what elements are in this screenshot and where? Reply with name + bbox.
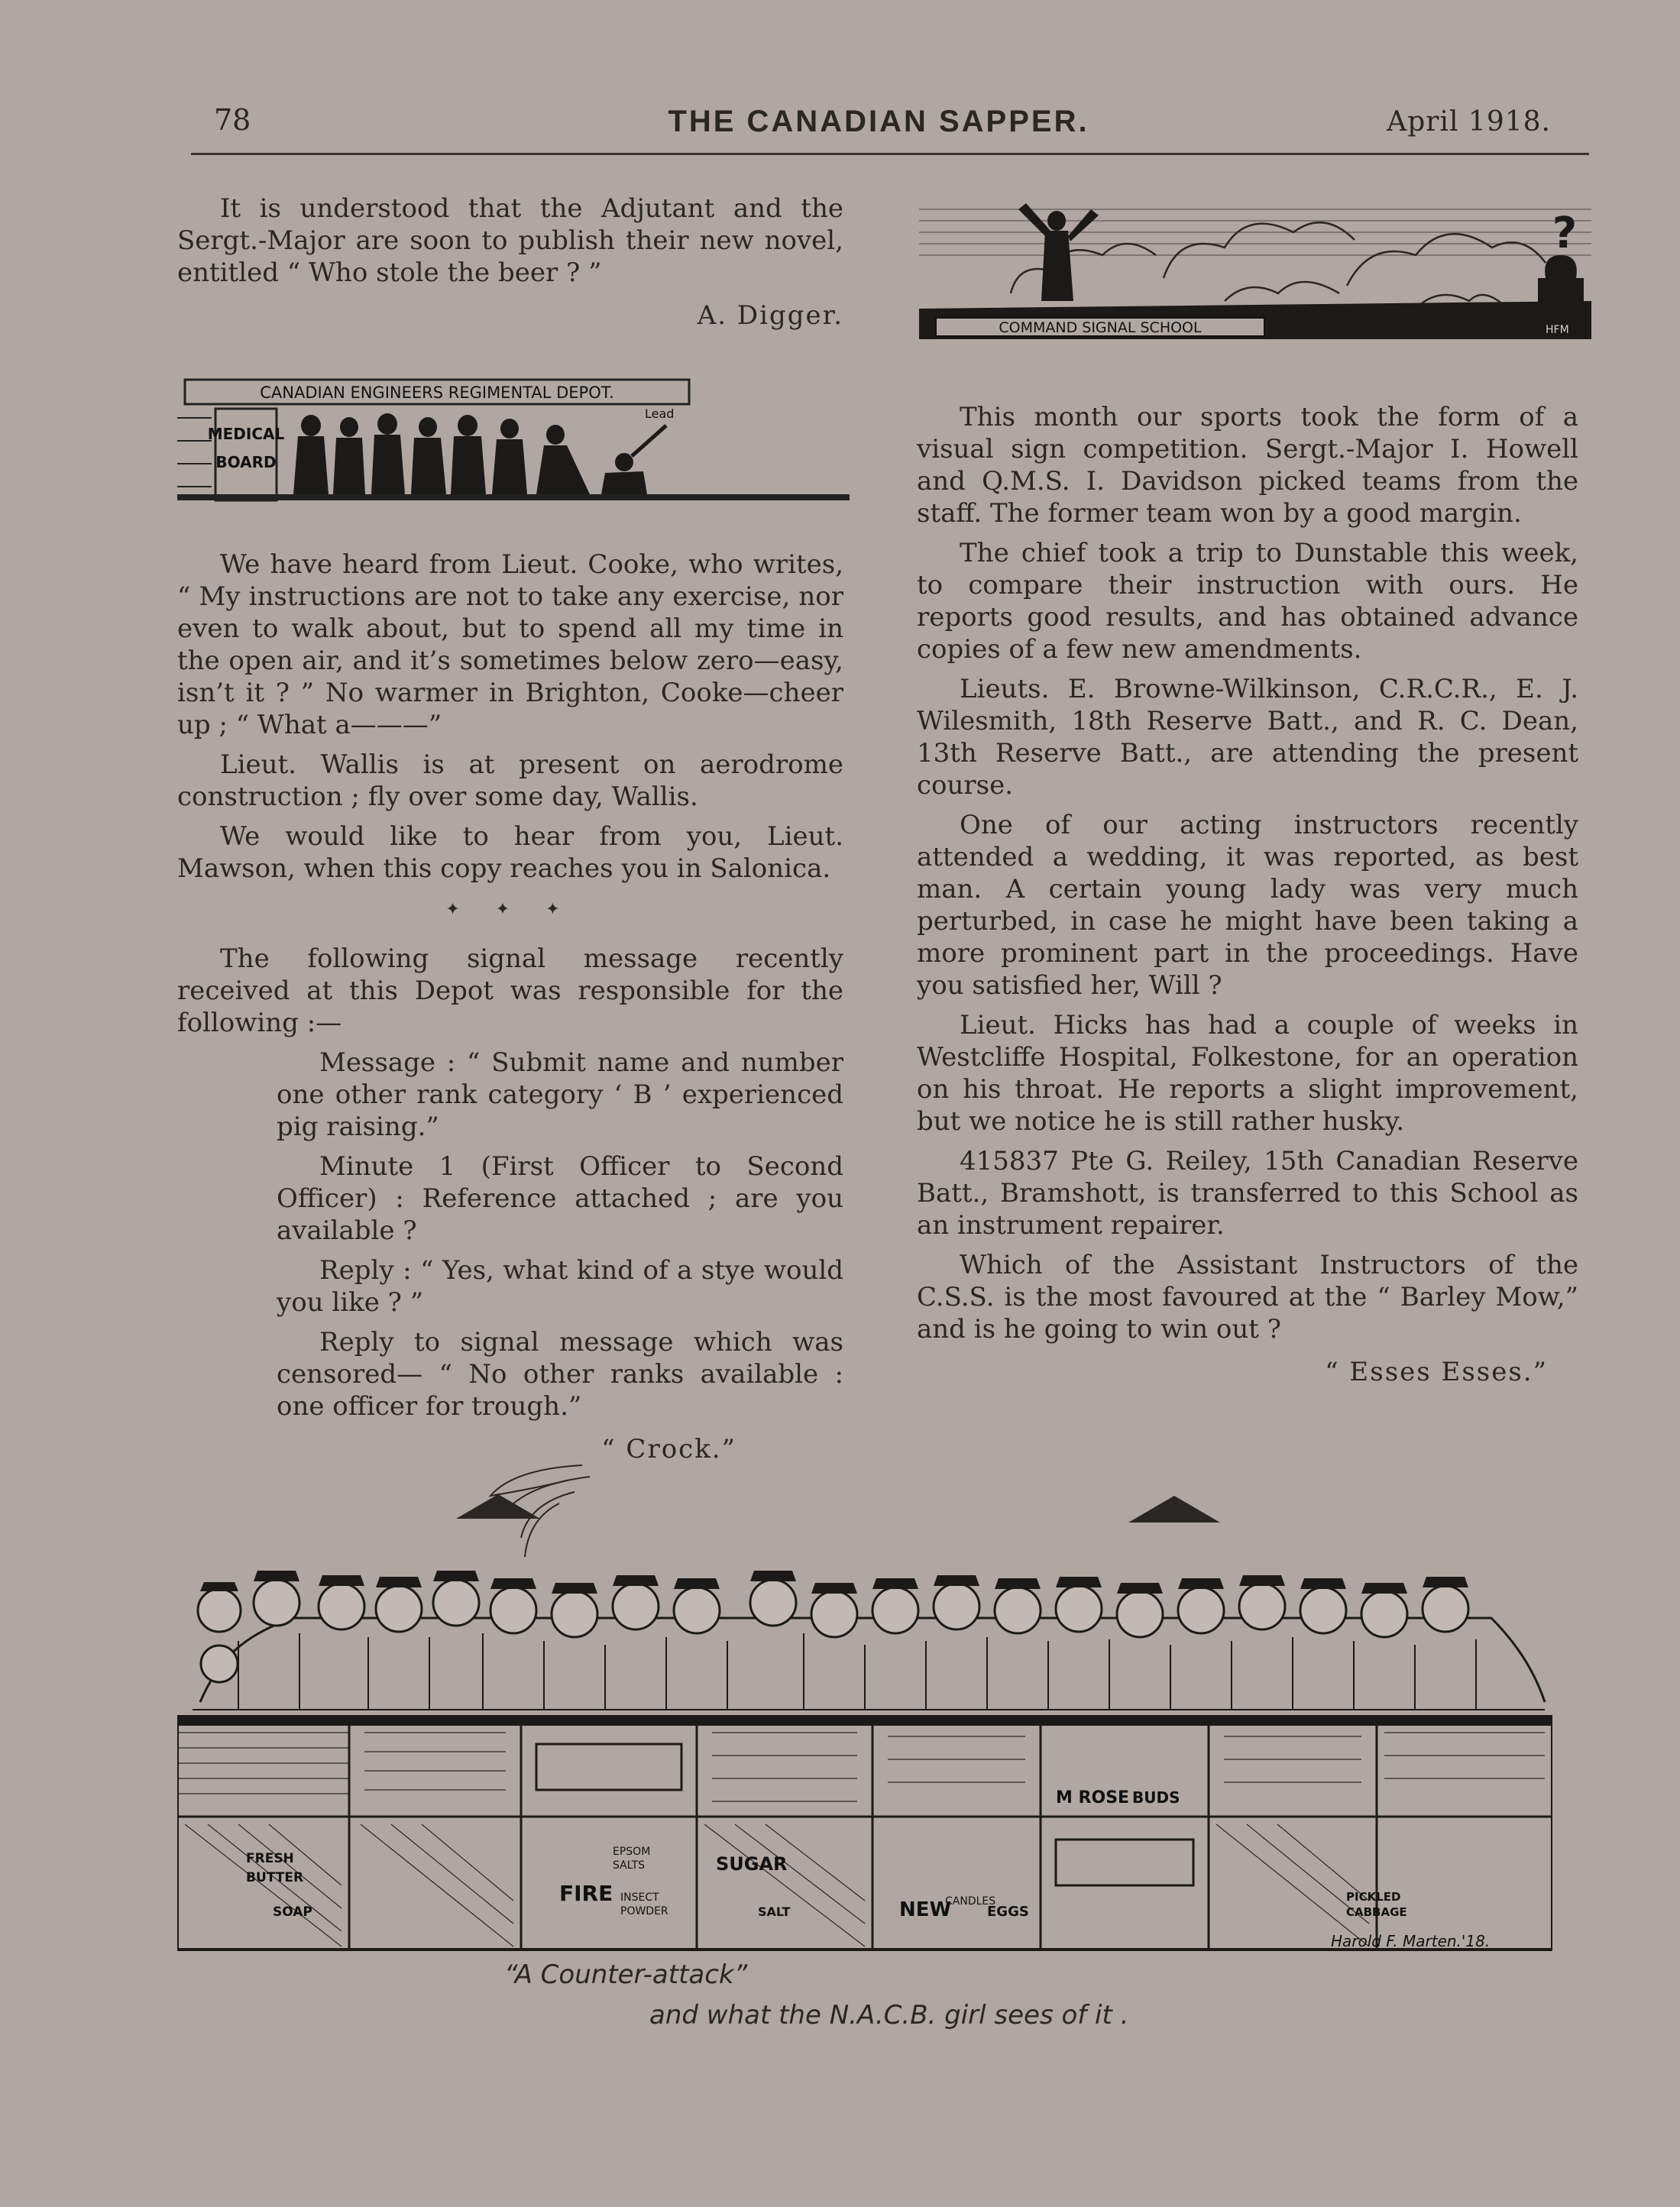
paragraph-sports: This month our sports took the form of a visual sign competition. Sergt.-Major I. Howell and Q.M.S. I. Davidson picked teams from the staff. The former team won by a good margin. bbox=[917, 402, 1578, 529]
label-insect: INSECT bbox=[620, 1891, 659, 1904]
signature-esses: “ Esses Esses.” bbox=[1325, 1357, 1548, 1387]
medical-board-cartoon bbox=[177, 372, 850, 513]
left-column-main bbox=[177, 549, 843, 1473]
paragraph-hicks: Lieut. Hicks has had a couple of weeks in Westcliffe Hospital, Folkestone, for an operation on his throat. He reports a slight improvement, but we notice he is still rather husky. bbox=[917, 1010, 1578, 1137]
door-text-board: BOARD bbox=[215, 453, 277, 471]
label-salts: SALTS bbox=[613, 1859, 646, 1872]
artist-signature: Harold F. Marten.'18. bbox=[1331, 1932, 1491, 1950]
signature-digger: A. Digger. bbox=[697, 300, 843, 331]
publication-title: THE CANADIAN SAPPER. bbox=[668, 105, 1089, 138]
signature-crock: “ Crock.” bbox=[601, 1434, 736, 1464]
label-eggs: EGGS bbox=[987, 1904, 1029, 1920]
cartoon-caption-subtitle: and what the N.A.C.B. girl sees of it . bbox=[649, 2000, 1129, 2031]
artist-initials: HFM bbox=[1546, 324, 1569, 336]
paragraph-lieuts: Lieuts. E. Browne-Wilkinson, C.R.C.R., E. J. Wilesmith, 18th Reserve Batt., and R. C. Dean, 13th Reserve Batt., are attending the present course. bbox=[917, 674, 1578, 801]
signal-reply-2: Reply to signal message which was censored— “ No other ranks available : one officer for trough.” bbox=[277, 1327, 843, 1422]
label-salt: SALT bbox=[758, 1904, 791, 1919]
right-column bbox=[917, 401, 1578, 1396]
label-pickled: PICKLED bbox=[1346, 1890, 1401, 1904]
door-text-medical: MEDICAL bbox=[207, 425, 285, 443]
svg-text:?: ? bbox=[1552, 209, 1578, 258]
label-candles: CANDLES bbox=[945, 1895, 996, 1908]
intro-paragraph: It is understood that the Adjutant and the Sergt.-Major are soon to publish their new novel, entitled “ Who stole the beer ? ” bbox=[177, 193, 843, 288]
paragraph-signal-intro: The following signal message recently received at this Depot was responsible for the following :— bbox=[177, 943, 843, 1038]
label-buds: BUDS bbox=[1132, 1788, 1180, 1807]
label-fresh: FRESH bbox=[246, 1851, 294, 1866]
paragraph-mawson: We would like to hear from you, Lieut. Mawson, when this copy reaches you in Salonica. bbox=[177, 821, 843, 884]
left-column-top bbox=[177, 193, 843, 339]
label-epsom: EPSOM bbox=[613, 1846, 651, 1858]
label-mrose: M ROSE bbox=[1056, 1788, 1130, 1807]
paragraph-wedding: One of our acting instructors recently attended a wedding, it was reported, as best man. A certain young lady was very much perturbed, in case he might have been taking a more prominent part in the proceedings. Have you satisfied her, Will ? bbox=[917, 810, 1578, 1001]
paragraph-chief: The chief took a trip to Dunstable this week, to compare their instruction with ours. He reports good results, and has obtained advance copies of a few new amendments. bbox=[917, 538, 1578, 665]
label-sugar: SUGAR bbox=[716, 1853, 788, 1875]
label-cabbage: CABBAGE bbox=[1346, 1905, 1407, 1919]
label-powder: POWDER bbox=[620, 1905, 668, 1917]
banner-text: COMMAND SIGNAL SCHOOL bbox=[999, 319, 1202, 336]
page-header bbox=[191, 103, 1566, 149]
header-rule bbox=[191, 153, 1589, 155]
depot-sign-text: CANADIAN ENGINEERS REGIMENTAL DEPOT. bbox=[260, 383, 614, 402]
lead-label: Lead bbox=[645, 406, 675, 421]
signal-school-cartoon bbox=[919, 194, 1591, 339]
counter-attack-cartoon bbox=[177, 1458, 1552, 1954]
label-fire: FIRE bbox=[559, 1881, 613, 1906]
signal-minute: Minute 1 (First Officer to Second Officer) : Reference attached ; are you available ? bbox=[277, 1151, 843, 1246]
paragraph-barley-mow: Which of the Assistant Instructors of the C.S.S. is the most favoured at the “ Barley Mow,” and is he going to win out ? bbox=[917, 1250, 1578, 1345]
section-divider: ✦ ✦ ✦ bbox=[445, 900, 575, 919]
signal-message: Message : “ Submit name and number one other rank category ‘ B ’ experienced pig raising.” bbox=[277, 1047, 843, 1142]
label-soap: SOAP bbox=[273, 1904, 312, 1920]
label-new: NEW bbox=[899, 1898, 952, 1921]
paragraph-wallis: Lieut. Wallis is at present on aerodrome construction ; fly over some day, Wallis. bbox=[177, 749, 843, 812]
page-number: 78 bbox=[214, 103, 251, 137]
paragraph-cooke: We have heard from Lieut. Cooke, who writes, “ My instructions are not to take any exercise, nor even to walk about, but to spend all my time in the open air, and it’s sometimes below zero—easy, isn’t it ? ” No warmer in Brighton, Cooke—cheer up ; “ What a———” bbox=[177, 549, 843, 740]
issue-date: April 1918. bbox=[1387, 106, 1551, 138]
cartoon-caption-title: “A Counter-attack” bbox=[504, 1959, 748, 1990]
paragraph-reiley: 415837 Pte G. Reiley, 15th Canadian Reserve Batt., Bramshott, is transferred to this School as an instrument repairer. bbox=[917, 1146, 1578, 1241]
label-butter: BUTTER bbox=[246, 1870, 304, 1885]
signal-reply-1: Reply : “ Yes, what kind of a stye would you like ? ” bbox=[277, 1255, 843, 1318]
